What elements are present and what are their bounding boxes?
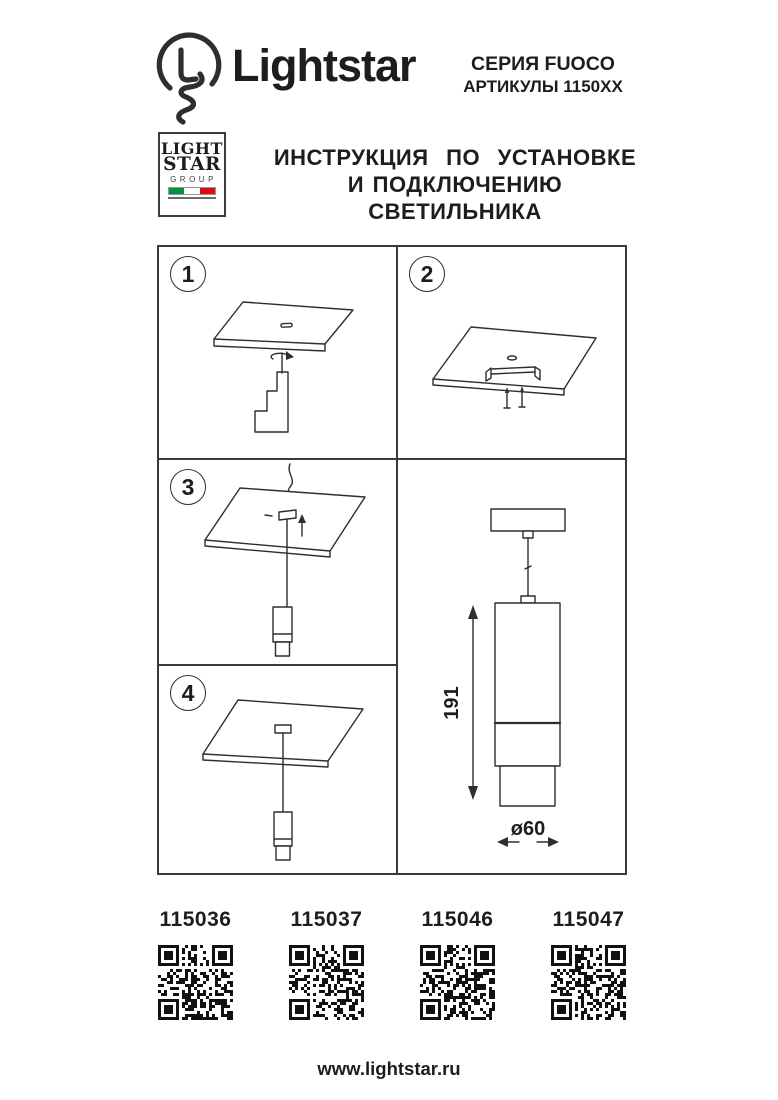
title-line-1: ИНСТРУКЦИЯ ПО УСТАНОВКЕ	[273, 145, 637, 170]
group-logo-light: LIGHT	[161, 139, 223, 158]
flag-red	[200, 188, 215, 194]
product-115046	[392, 908, 523, 1025]
lightstar-bulb-icon	[150, 30, 232, 126]
article-number: 115037	[290, 908, 363, 931]
cord-fitting-icon	[523, 531, 533, 538]
step-panel-1	[159, 247, 396, 458]
instruction-grid	[157, 245, 627, 875]
step-panel-2	[398, 247, 625, 458]
height-label: 191	[441, 686, 463, 720]
step-number: 4	[181, 679, 195, 706]
diameter-label: ø60	[510, 818, 546, 840]
qr-code	[158, 945, 233, 1020]
lamp-top-fitting-icon	[521, 596, 535, 603]
lamp-body-icon	[495, 603, 560, 806]
canopy-icon	[491, 509, 565, 531]
ceiling-plate-icon	[205, 488, 365, 557]
step-number-badge	[170, 469, 206, 505]
step-bracket-icon	[255, 372, 288, 432]
qr-code	[420, 945, 495, 1020]
article-number: 115047	[552, 908, 625, 931]
lightstar-wordmark: Lightstar	[232, 40, 416, 91]
dimension-panel	[398, 460, 625, 873]
group-logo-star: STAR	[163, 154, 221, 175]
lamp-dimension-diagram	[398, 460, 625, 873]
step-number-badge	[170, 256, 206, 292]
flag-green	[169, 188, 184, 194]
diameter-dimension	[497, 818, 559, 847]
product-115036	[130, 908, 261, 1025]
article-number: 115046	[421, 908, 494, 931]
lightstar-group-logo	[158, 132, 226, 217]
page-title	[262, 144, 648, 225]
step-panel-4	[159, 666, 396, 873]
screw-rotate-icon	[271, 351, 294, 373]
articles-subtitle: АРТИКУЛЫ 1150XX	[463, 77, 623, 96]
product-115037	[261, 908, 392, 1025]
italian-flag-icon	[168, 187, 216, 195]
height-dimension	[441, 605, 478, 800]
ceiling-plate-icon	[214, 302, 353, 351]
flag-underline	[168, 197, 216, 199]
title-line-2: И ПОДКЛЮЧЕНИЮ СВЕТИЛЬНИКА	[347, 172, 563, 224]
article-number: 115036	[159, 908, 232, 931]
pendant-lamp-icon	[273, 607, 292, 656]
series-title: СЕРИЯ FUOCO	[471, 53, 615, 75]
product-115047	[523, 908, 654, 1025]
step-number: 2	[420, 260, 434, 287]
qr-code	[551, 945, 626, 1020]
step-number: 1	[181, 260, 195, 287]
pendant-lamp-icon	[274, 812, 292, 860]
step-panel-3	[159, 460, 396, 664]
qr-code	[289, 945, 364, 1020]
group-logo-group: GROUP	[170, 175, 217, 184]
step-number: 3	[181, 473, 195, 500]
screw-icon	[519, 386, 525, 407]
step-number-badge	[170, 675, 206, 711]
website-text: www.lightstar.ru	[317, 1058, 461, 1079]
step-number-badge	[409, 256, 445, 292]
flag-white	[184, 188, 199, 194]
products-row	[130, 908, 654, 1025]
ceiling-plate-icon	[433, 327, 596, 395]
